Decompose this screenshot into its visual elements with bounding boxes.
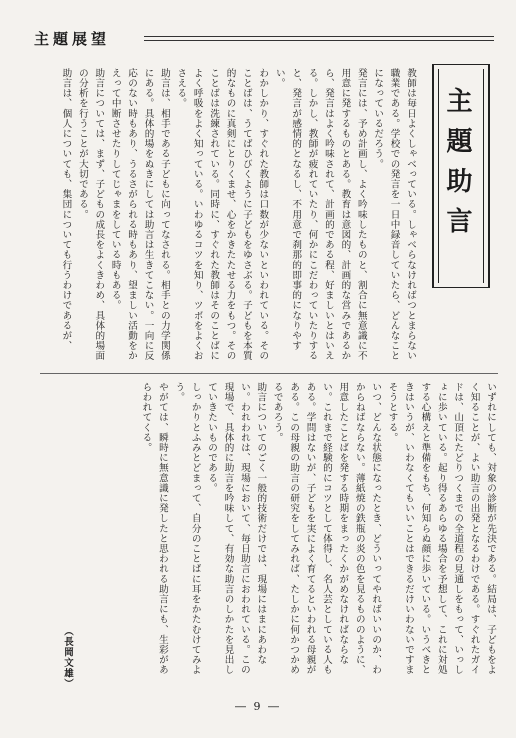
body-paragraph: やがては、瞬時に無意識に発したと思われる助言にも、生彩があらわれてくる。 <box>140 382 168 675</box>
body-paragraph: 助言についてのごく一般的技術だけでは、現場にはまにあわない。われわれは、現場において、毎日助言におわれている。この現場で、具体的に助言を吟味して、有効な助言のしかたを見出していきたいものである。 <box>206 382 267 675</box>
body-paragraph: 助言は、相手である子どもに向ってなされる。相手との力学関係にある。具体的場をぬきにしては助言は生きてこない。一向に反応のない時もあり、うるさがられる時もあり、望ましい活動をかえって中断させたりしてじゃまをしている時もある。 <box>109 68 170 361</box>
header-title: 主題展望 <box>34 30 111 48</box>
body-paragraph: わかしかり、すぐれた教師は口数が少ないといわれている。そのことばは、うてばひびくように子どもをゆさぶる。子どもを本質的なものに真剣にとりくませ、心をかきたたせる力をもつ。そのことばは洗練されている。同時に、すぐれた教師はそのことばによく呼吸をよく知っている。いわゆるコツを知り、ツボをよくおさえる。 <box>175 68 269 361</box>
page-header <box>34 28 494 50</box>
body-paragraph: しっかりとふみとどまって、自分のことばに耳をかたむけてみよう。 <box>173 382 201 675</box>
body-paragraph: 助言は、個人についても、集団についても行うわけであるが、 <box>60 68 72 351</box>
body-paragraph: いずれにしても、対象の診断が先決である。結局は、子どもをよく知ることが、よい助言の出発となるわけである。すぐれたガイドは、山頂にたどりつくまでの全道程の見通しをもって、いっしょに歩いている。起り得るあらゆる場合を予想して、これに対処する心構えと準備をもち、何知らぬ顔に歩いている。いうべきときはいうが、いわなくてもいいことはできるだけいわないですまそうとする。 <box>386 382 496 675</box>
header-rule <box>144 36 494 37</box>
section-divider <box>40 373 498 374</box>
article-body-bottom <box>56 382 498 678</box>
article-title-box <box>432 64 490 288</box>
body-paragraph: 発言には、予め計画し、よく吟味したものと、割合に無意識に不用意に発するものとある。教育は意図的、計画的な営みであるから、発言はよく吟味されて、計画的である程、好ましいとはいえる。しかし、教師が疲れていたり、何かにこだわっていたりすると、発言が感情的となるし、不用意で刹那的即事的になりやすい。 <box>273 68 367 361</box>
page-number: ― 9 ― <box>235 700 281 713</box>
body-paragraph: 教師は毎日よくしゃべっている。しゃべらなければつとまらない職業である。学校での発言を一日中録音していたら、どんなことになっているだろう。 <box>372 68 416 361</box>
header-rule <box>144 40 494 41</box>
article-body-top <box>56 68 418 364</box>
body-paragraph: いつ、どんな状態になったとき、どういってやればいいのか、わからねばならない。薄紙焼の鉄瓶の炎の色を見るもののように、用意したことばを発する時期をまったくかがめなければならない。これまで経験的にコツとして体得し、名人芸としている人もある。学問はないが、子どもを実によく育てるといわれる母親がある。この母親の助言の研究をしてみれば、たしかに何かつかめるであろう。 <box>271 382 382 675</box>
title-frame <box>438 69 484 283</box>
body-paragraph: 助言については、まず、子どもの成長をよくきわめ、具体的場面の分析を行うことが大切である。 <box>76 68 105 361</box>
article-author: （長岡文雄） <box>62 626 73 689</box>
article-title: 主題助言 <box>442 87 472 247</box>
